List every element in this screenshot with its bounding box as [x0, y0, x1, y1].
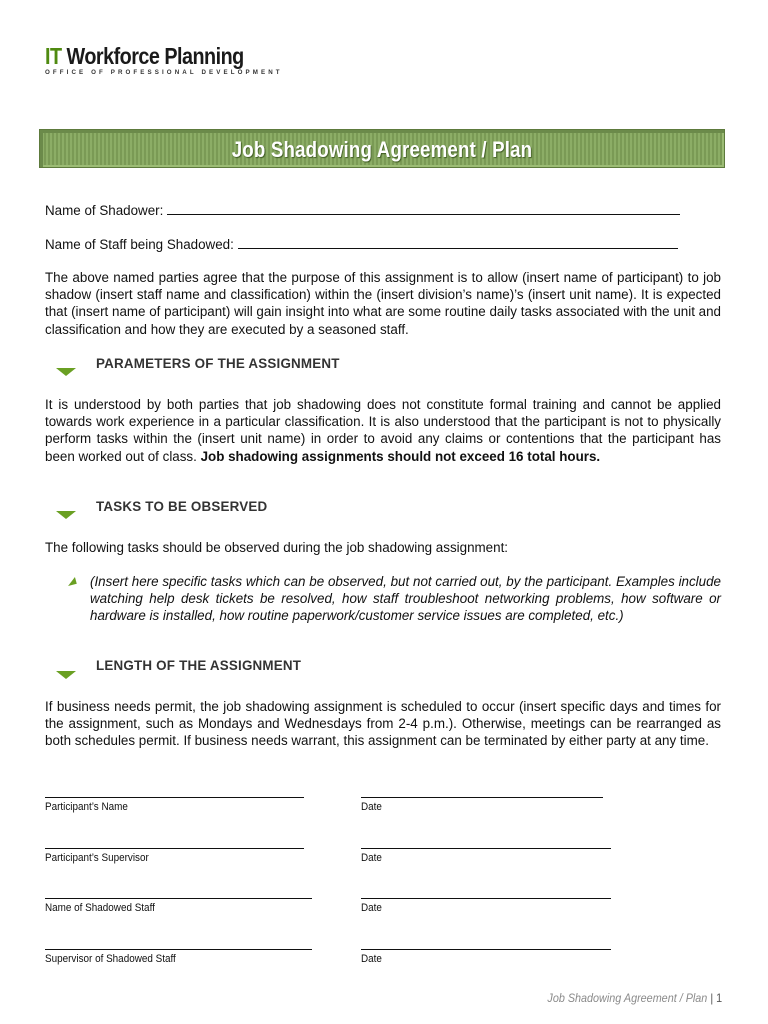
signature-label: Participant’s Supervisor	[45, 852, 149, 864]
intro-paragraph: The above named parties agree that the purpose of this assignment is to allow (insert name of participant) to job shadow (insert staff name and classification) within the (insert division’s name)’s (insert unit name). It is expected that (insert name of participant) will gain insight into what are some routine daily tasks associated with the unit and classification and how they are executed by a seasoned staff.	[45, 270, 721, 337]
section-arrow-icon	[56, 671, 76, 679]
page-number: 1	[715, 991, 722, 1005]
signature-line[interactable]	[45, 848, 304, 849]
signature-line[interactable]	[45, 949, 312, 950]
staff-shadowed-label: Name of Staff being Shadowed:	[45, 237, 238, 252]
date-line[interactable]	[361, 797, 603, 798]
logo-main-text: Workforce Planning	[61, 43, 244, 69]
date-line[interactable]	[361, 848, 611, 849]
section-title-length: LENGTH OF THE ASSIGNMENT	[96, 658, 302, 673]
logo-subtitle: OFFICE OF PROFESSIONAL DEVELOPMENT	[45, 69, 283, 76]
page-footer	[547, 991, 722, 1005]
footer-separator: |	[707, 991, 716, 1005]
shadower-field	[45, 202, 705, 219]
date-line[interactable]	[361, 898, 611, 899]
logo-it: IT	[45, 43, 62, 69]
logo	[45, 44, 283, 76]
date-label: Date	[361, 852, 382, 864]
shadower-label: Name of Shadower:	[45, 203, 168, 218]
signature-label: Participant’s Name	[45, 801, 128, 813]
page-title: Job Shadowing Agreement / Plan	[231, 137, 533, 162]
title-banner	[39, 129, 725, 168]
signature-label: Name of Shadowed Staff	[45, 902, 155, 914]
section-arrow-icon	[56, 511, 76, 519]
section-title-tasks: TASKS TO BE OBSERVED	[96, 499, 268, 514]
signature-label: Supervisor of Shadowed Staff	[45, 953, 176, 965]
date-label: Date	[361, 953, 382, 965]
signature-line[interactable]	[45, 797, 304, 798]
footer-title: Job Shadowing Agreement / Plan	[547, 991, 708, 1005]
section-title-parameters: PARAMETERS OF THE ASSIGNMENT	[96, 356, 340, 371]
bullet-icon	[66, 577, 77, 586]
tasks-intro: The following tasks should be observed during the job shadowing assignment:	[45, 540, 509, 555]
parameters-text: It is understood by both parties that job shadowing does not constitute formal training and cannot be applied towards work experience in a particular classification. It is also understood that the participant is not to physically perform tasks within the (insert unit name) in order to avoid any claims or contentions that the participant has been worked out of class.	[45, 397, 721, 464]
length-paragraph: If business needs permit, the job shadowing assignment is scheduled to occur (insert specific days and times for the assignment, such as Mondays and Wednesdays from 2-4 p.m.). Otherwise, meetings can be rearranged as both schedules permit. If business needs warrant, this assignment can be terminated by either party at any time.	[45, 699, 721, 749]
logo-title	[45, 44, 249, 68]
staff-shadowed-line[interactable]	[238, 247, 678, 249]
staff-shadowed-field	[45, 236, 705, 253]
date-label: Date	[361, 902, 382, 914]
tasks-bullet-text: (Insert here specific tasks which can be observed, but not carried out, by the participant. Examples include watching help desk tickets be resolved, how staff troubleshoot networking problems, how software or hardware is installed, how routine paperwork/customer service issues are completed, etc.)	[90, 574, 721, 624]
section-arrow-icon	[56, 368, 76, 376]
date-line[interactable]	[361, 949, 611, 950]
parameters-paragraph	[45, 396, 721, 465]
shadower-line[interactable]	[167, 213, 680, 215]
date-label: Date	[361, 801, 382, 813]
parameters-bold-text: Job shadowing assignments should not exceed 16 total hours.	[200, 448, 601, 464]
signature-line[interactable]	[45, 898, 312, 899]
